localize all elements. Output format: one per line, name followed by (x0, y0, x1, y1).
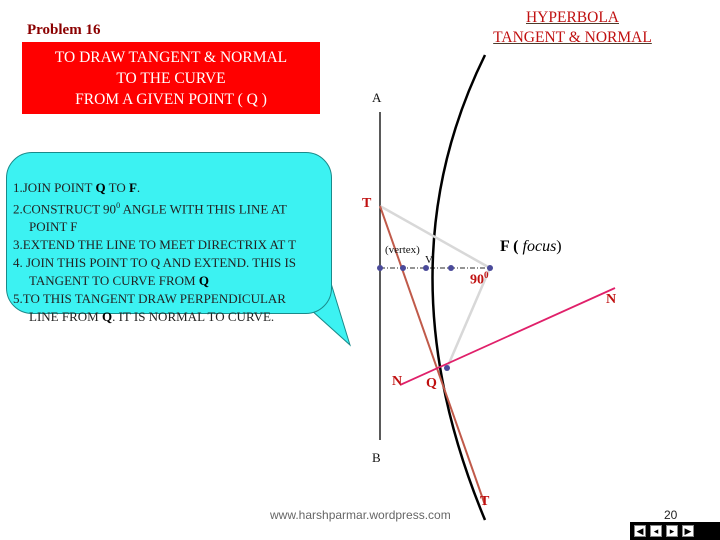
step-4-cont (13, 272, 325, 290)
step-1-to: TO (105, 180, 129, 195)
label-N-left: N (392, 374, 403, 389)
top-title-line-1: HYPERBOLA (525, 9, 619, 26)
nav-prev-icon[interactable]: ◂ (650, 525, 662, 537)
label-angle (470, 270, 489, 289)
step-2-sup: 0 (116, 201, 121, 210)
step-1-f: F (128, 180, 137, 195)
point-directrix-axis (377, 265, 383, 271)
step-5-q: Q (101, 309, 113, 325)
top-title-line-2: TANGENT & NORMAL (493, 29, 652, 46)
point-2 (448, 265, 454, 271)
step-2-cont: POINT F (29, 219, 78, 235)
label-B: B (372, 450, 381, 465)
step-1: 1.JOIN POINT Q TO F. (13, 180, 141, 195)
nav-first-icon[interactable]: ◀ (634, 525, 646, 537)
step-2-text-b: ANGLE WITH THIS LINE AT (120, 201, 287, 217)
label-T-bottom: T (480, 494, 490, 509)
step-5: 5.TO THIS TANGENT DRAW PERPENDICULAR (13, 291, 286, 307)
label-N-right: N (606, 292, 617, 307)
title-line-2: TO THE CURVE (116, 70, 226, 87)
step-2-text: 2.CONSTRUCT 90 (13, 201, 117, 217)
nav-next-icon[interactable]: ▸ (666, 525, 678, 537)
label-Q: Q (426, 376, 437, 391)
step-4-text: TANGENT TO CURVE FROM (29, 273, 199, 289)
label-F: F ( (500, 238, 519, 255)
step-4: 4. JOIN THIS POINT TO Q AND EXTEND. THIS IS (13, 255, 297, 271)
point-1 (400, 265, 406, 271)
step-2 (13, 197, 325, 218)
step-5-text-c: . IT IS NORMAL TO CURVE. (112, 309, 275, 325)
label-focus-word: focus (522, 238, 557, 255)
title-line-3: FROM A GIVEN POINT ( Q ) (75, 91, 267, 108)
label-A: A (372, 90, 382, 105)
point-Q (444, 365, 450, 371)
nav-last-icon[interactable]: ▶ (682, 525, 694, 537)
step-5-text: LINE FROM (29, 309, 102, 325)
step-1-q: Q (95, 180, 106, 195)
label-angle-sup: 0 (484, 270, 489, 280)
title-line-1: TO DRAW TANGENT & NORMAL (54, 49, 288, 66)
problem-number: Problem 16 (27, 22, 101, 38)
label-V: V (425, 254, 433, 266)
step-4-q: Q (198, 273, 209, 289)
step-1-text: 1.JOIN POINT (13, 180, 96, 195)
label-focus-close: ) (556, 238, 562, 255)
line-T-F (380, 206, 490, 268)
steps-callout (6, 152, 332, 325)
step-5-cont (13, 308, 325, 326)
label-T-top: T (362, 196, 372, 211)
slide-nav[interactable] (630, 522, 720, 540)
label-vertex: (vertex) (385, 244, 420, 256)
step-3: 3.EXTEND THE LINE TO MEET DIRECTRIX AT T (13, 237, 297, 253)
label-angle-value: 90 (470, 272, 484, 288)
footer-url[interactable]: www.harshparmar.wordpress.com (270, 508, 451, 522)
label-F-focus (500, 238, 562, 256)
page-number: 20 (664, 508, 678, 522)
